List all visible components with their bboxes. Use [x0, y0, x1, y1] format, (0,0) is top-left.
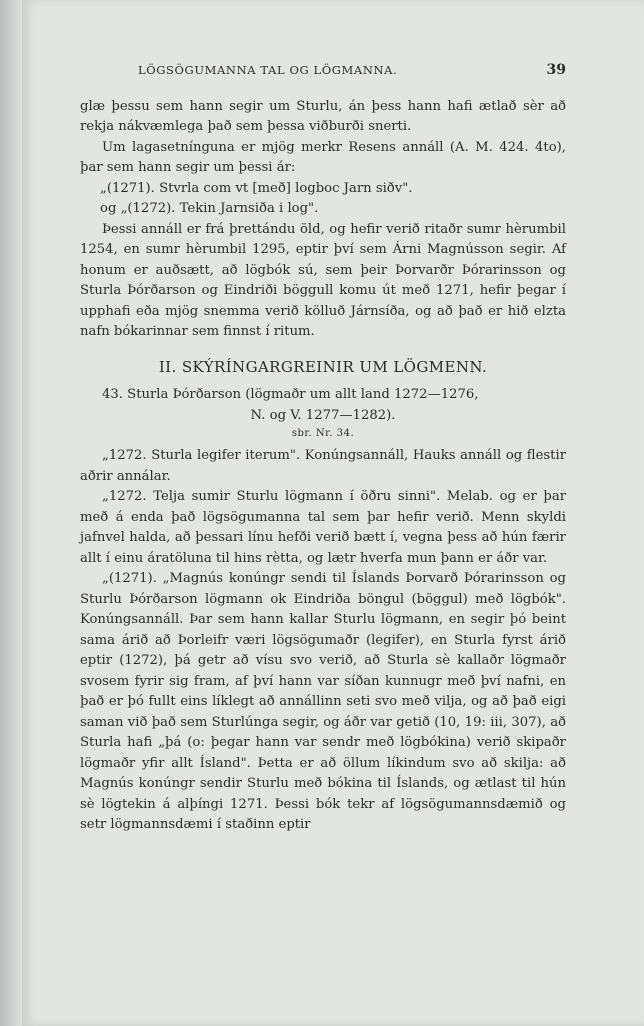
annal-quote-1271: „(1271). Stvrla com vt [með] logboc Jarn siðv".	[100, 180, 413, 196]
paragraph-lagasetning: Um lagasetnínguna er mjög merkr Resens annáll (A. M. 424. 4to), þar sem hann segir um þessi ár:	[80, 139, 566, 175]
page-content	[80, 60, 566, 836]
cross-reference: sbr. Nr. 34.	[291, 428, 355, 439]
entry-paragraph-2: „1272. Telja sumir Sturlu lögmann í öðru sinni". Melab. og er þar með á enda það lögsögumanna tal sem þar hefir verið. Menn skyldi jafnvel halda, að þessari línu hefði verið bætt í, vegna þess að hún færir allt í einu áratöluna til hins rètta, og lætr hverfa mun þann er áðr var.	[80, 489, 566, 566]
paragraph-annall: Þessi annáll er frá þrettándu öld, og hefir verið ritaðr sumr hèrumbil 1254, en sumr hèrumbil 1295, eptir því sem Árni Magnússon segir. Af honum er auðsætt, að lögbók sú, sem þeir Þorvarðr Þórarinsson og Sturla Þórðarson og Eindriði böggull komu út með 1271, hefir þegar í upphafi eða mjög snemma verið kölluð Járnsíða, og að það er hið elzta nafn bókarinnar sem finnst í ritum.	[80, 221, 566, 339]
section-heading: II. SKÝRÍNGARGREINIR UM LÖGMENN.	[158, 357, 488, 376]
running-header	[80, 60, 566, 81]
entry-heading-line1: 43. Sturla Þórðarson (lögmaðr um allt land 1272—1276,	[102, 387, 479, 402]
page-number: 39	[546, 62, 566, 78]
entry-heading-line2: N. og V. 1277—1282).	[250, 407, 396, 423]
annal-quote-1272: og „(1272). Tekin Jarnsiða i log".	[100, 201, 319, 216]
book-spine-shadow	[0, 0, 22, 1026]
entry-paragraph-3: „(1271). „Magnús konúngr sendi til Íslands Þorvarð Þórarinsson og Sturlu Þórðarson lögmann ok Eindriða böngul (böggul) með lögbók". Konúngsannáll. Þar sem hann kallar Sturlu lögmann, en segir þó beint sama árið að Þorleifr væri lögsögumaðr (legifer), en Sturla fyrst árið eptir (1272), þá getr að vísu svo verið, að Sturla sè kallaðr lögmaðr svosem fyrir sig fram, af því hann var síðan kunnugr með því nafni, en það er þó fullt eins líklegt að annállinn seti svo með vilja, og að það eigi saman við það sem Sturlúnga segir, og áðr var getið (10, 19: iii, 307), að Sturla hafi „þá (o: þegar hann var sendr með lögbókina) verið skipaðr lögmaðr yfir allt Ísland". Þetta er að öllum líkindum svo að skilja: að Magnús konúngr sendir Sturlu með bókina til Íslands, og ætlast til hún sè lögtekin á alþíngi 1271. Þessi bók tekr af lögsögumannsdæmið og setr lögmannsdæmi í staðinn eptir	[80, 571, 566, 832]
book-page	[22, 0, 644, 1026]
running-title: LÖGSÖGUMANNA TAL OG LÖGMANNA.	[138, 63, 398, 77]
paragraph-continuation: glæ þessu sem hann segir um Sturlu, án þess hann hafi ætlað sèr að rekja nákvæmlega það sem þessa viðburði snerti.	[80, 98, 566, 134]
entry-paragraph-1: „1272. Sturla legifer iterum". Konúngsannáll, Hauks annáll og flestir aðrir annálar.	[80, 448, 566, 484]
